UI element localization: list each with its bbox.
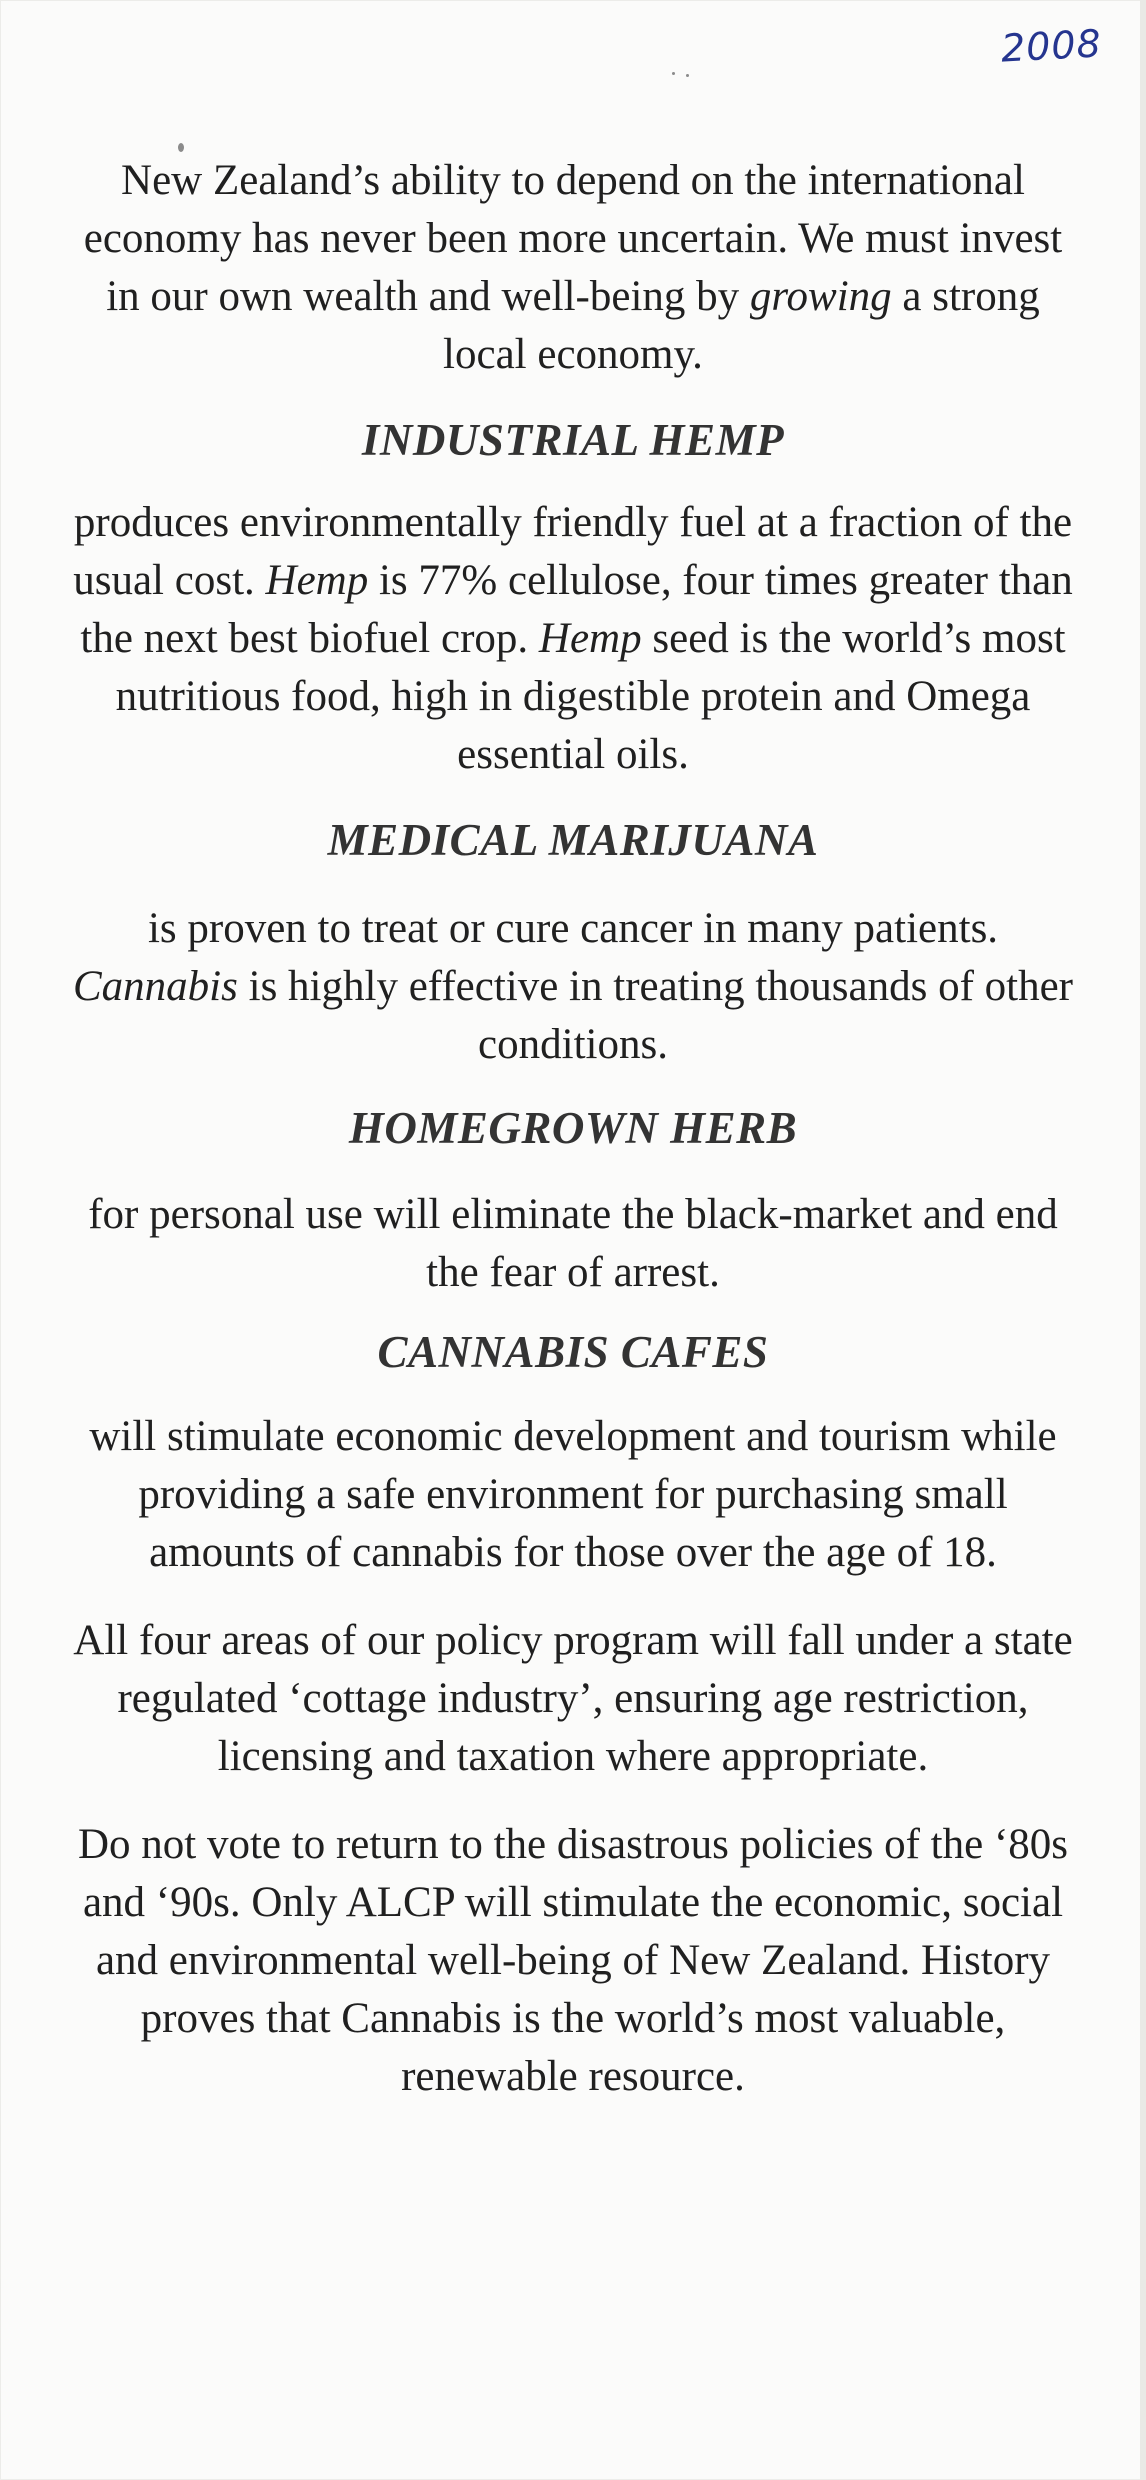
hemp-emphasis-2: Hemp: [538, 615, 642, 662]
scan-speck: [178, 143, 184, 152]
medical-emphasis: Cannabis: [73, 963, 238, 1010]
hemp-emphasis-1: Hemp: [265, 557, 369, 604]
medical-marijuana-paragraph: [70, 900, 1076, 1074]
leaflet-body: [70, 152, 1076, 2106]
industrial-hemp-paragraph: [70, 494, 1076, 784]
medical-text-2: is highly effective in treating thousands of other conditions.: [237, 963, 1073, 1068]
hemp-text-3: seed is the world’s most nutritious food, high in digestible protein and Omega essential oils.: [115, 615, 1066, 778]
heading-homegrown-herb: HOMEGROWN HERB: [348, 1103, 798, 1153]
scan-speck: [672, 72, 675, 75]
scan-speck: [686, 74, 689, 77]
policy-program-paragraph: All four areas of our policy program will fall under a state regulated ‘cottage industry’, ensuring age restriction, licensing and taxation where appropriate.: [73, 1617, 1073, 1780]
intro-text-end: a strong local economy.: [443, 273, 1040, 378]
hemp-text-2: is 77% cellulose, four times greater than the next best biofuel crop.: [80, 557, 1073, 662]
intro-emphasis: growing: [749, 273, 892, 320]
homegrown-herb-paragraph: for personal use will eliminate the black-market and end the fear of arrest.: [88, 1191, 1058, 1296]
medical-text-1: is proven to treat or cure cancer in many patients.: [147, 905, 999, 952]
cannabis-cafes-paragraph: will stimulate economic development and tourism while providing a safe environment for purchasing small amounts of cannabis for those over the age of 18.: [89, 1413, 1057, 1576]
heading-industrial-hemp: INDUSTRIAL HEMP: [361, 415, 785, 465]
intro-text-start: New Zealand’s ability to depend on the international economy has never been more uncertain. We must invest in our own wealth and well-being by: [83, 157, 1063, 320]
handwritten-year-annotation: 2008: [1000, 21, 1104, 71]
heading-cannabis-cafes: CANNABIS CAFES: [377, 1327, 769, 1377]
intro-paragraph: [70, 152, 1076, 384]
heading-medical-marijuana: MEDICAL MARIJUANA: [327, 815, 819, 865]
hemp-text-1: produces environmentally friendly fuel at a fraction of the usual cost.: [73, 499, 1073, 604]
closing-call-paragraph: Do not vote to return to the disastrous policies of the ‘80s and ‘90s. Only ALCP will stimulate the economic, social and environmental well-being of New Zealand. History proves that Cannabis is the world’s most valuable, renewable resource.: [77, 1821, 1069, 2100]
